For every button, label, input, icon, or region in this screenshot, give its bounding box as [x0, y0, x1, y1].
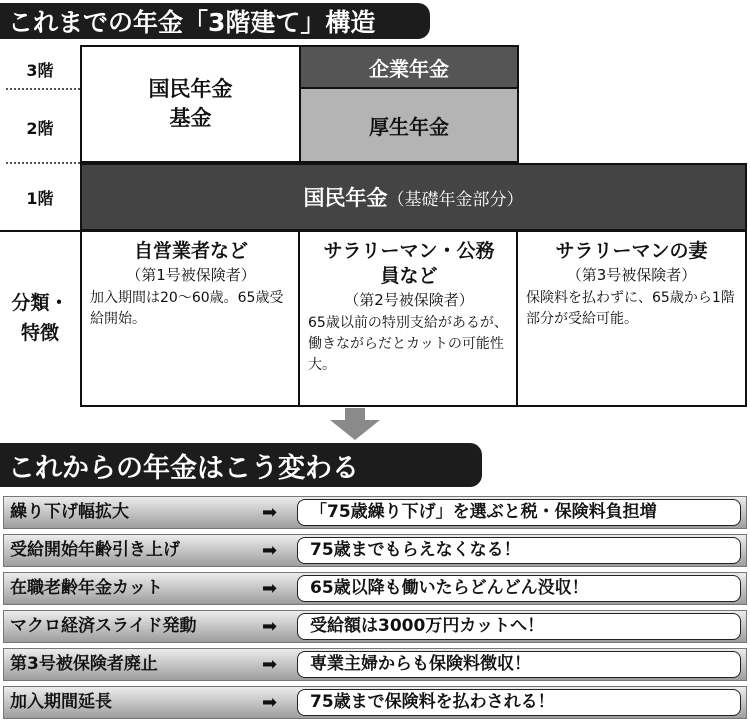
- change-row: [3, 610, 747, 643]
- change-result: 65歳以降も働いたらどんどん没収！: [297, 575, 741, 602]
- change-item: マクロ経済スライド発動: [10, 616, 197, 636]
- change-row: [3, 648, 747, 681]
- pillar-label: 企業年金: [369, 56, 449, 81]
- section-title-current-structure: [0, 3, 430, 39]
- pillar-label-line2: 基金: [169, 106, 212, 130]
- change-result: 専業主婦からも保険料徴収！: [297, 651, 741, 678]
- change-result: 受給額は3000万円カットへ！: [297, 613, 741, 640]
- category-description: 保険料を払わずに、65歳から1階部分が受給可能。: [526, 290, 735, 327]
- floor-label-1: 1階: [26, 189, 54, 208]
- category-description: 加入期間は20～60歳。65歳受給開始。: [90, 290, 284, 327]
- change-item: 加入期間延長: [10, 692, 112, 712]
- right-arrow-icon: ➡: [262, 692, 278, 713]
- pillar-kigyo-nenkin: [299, 45, 519, 89]
- section-title-text: これまでの年金「3階建て」構造: [8, 8, 376, 37]
- right-arrow-icon: ➡: [262, 578, 278, 599]
- category-subtitle: （第2号被保険者）: [344, 291, 474, 309]
- change-row: [3, 686, 747, 719]
- right-arrow-icon: ➡: [262, 502, 278, 523]
- category-title: 自営業者など: [133, 240, 248, 262]
- change-row: [3, 534, 747, 567]
- pillar-kokumin-nenkin-kikin: [80, 45, 301, 163]
- right-arrow-icon: ➡: [262, 540, 278, 561]
- change-result: 「75歳繰り下げ」を選ぶと税・保険料負担増: [297, 499, 741, 526]
- floor-divider: [6, 162, 80, 164]
- floor-label-2: 2階: [26, 119, 54, 138]
- change-item: 受給開始年齢引き上げ: [10, 540, 180, 560]
- change-row: [3, 496, 747, 529]
- down-arrow-icon: [330, 408, 380, 440]
- right-arrow-icon: ➡: [262, 654, 278, 675]
- floor-label-3: 3階: [26, 61, 54, 80]
- pillar-label: 厚生年金: [369, 114, 449, 139]
- base-label-sub: （基礎年金部分）: [387, 189, 524, 210]
- category-self-employed: [80, 231, 300, 407]
- grid-bottom-border: [80, 405, 747, 407]
- feature-label-line2: 特徴: [20, 322, 59, 344]
- change-row: [3, 572, 747, 605]
- feature-label-line1: 分類・: [11, 292, 69, 314]
- category-salaried: [298, 231, 518, 407]
- pillar-kosei-nenkin: [299, 87, 519, 163]
- feature-label: [0, 288, 80, 348]
- floor-divider: [6, 88, 80, 90]
- category-description: 65歳以前の特別支給があるが、働きながらだとカットの可能性大。: [308, 315, 508, 373]
- pillar-kokumin-nenkin-base: [80, 163, 747, 231]
- category-title: サラリーマン・公務員など: [323, 240, 495, 287]
- section-title-text: これからの年金はこう変わる: [8, 452, 359, 484]
- category-subtitle: （第1号被保険者）: [126, 266, 256, 284]
- change-result: 75歳までもらえなくなる！: [297, 537, 741, 564]
- section-title-future-changes: [0, 443, 482, 487]
- category-title: サラリーマンの妻: [555, 240, 708, 262]
- change-result: 75歳まで保険料を払わされる！: [297, 689, 741, 716]
- change-item: 在職老齢年金カット: [10, 578, 163, 598]
- category-subtitle: （第3号被保険者）: [566, 266, 697, 284]
- base-label-main: 国民年金: [303, 186, 388, 210]
- change-item: 第3号被保険者廃止: [10, 654, 158, 674]
- pillar-label-line1: 国民年金: [148, 77, 233, 101]
- change-item: 繰り下げ幅拡大: [10, 502, 129, 522]
- category-spouse: [516, 231, 747, 407]
- right-arrow-icon: ➡: [262, 616, 278, 637]
